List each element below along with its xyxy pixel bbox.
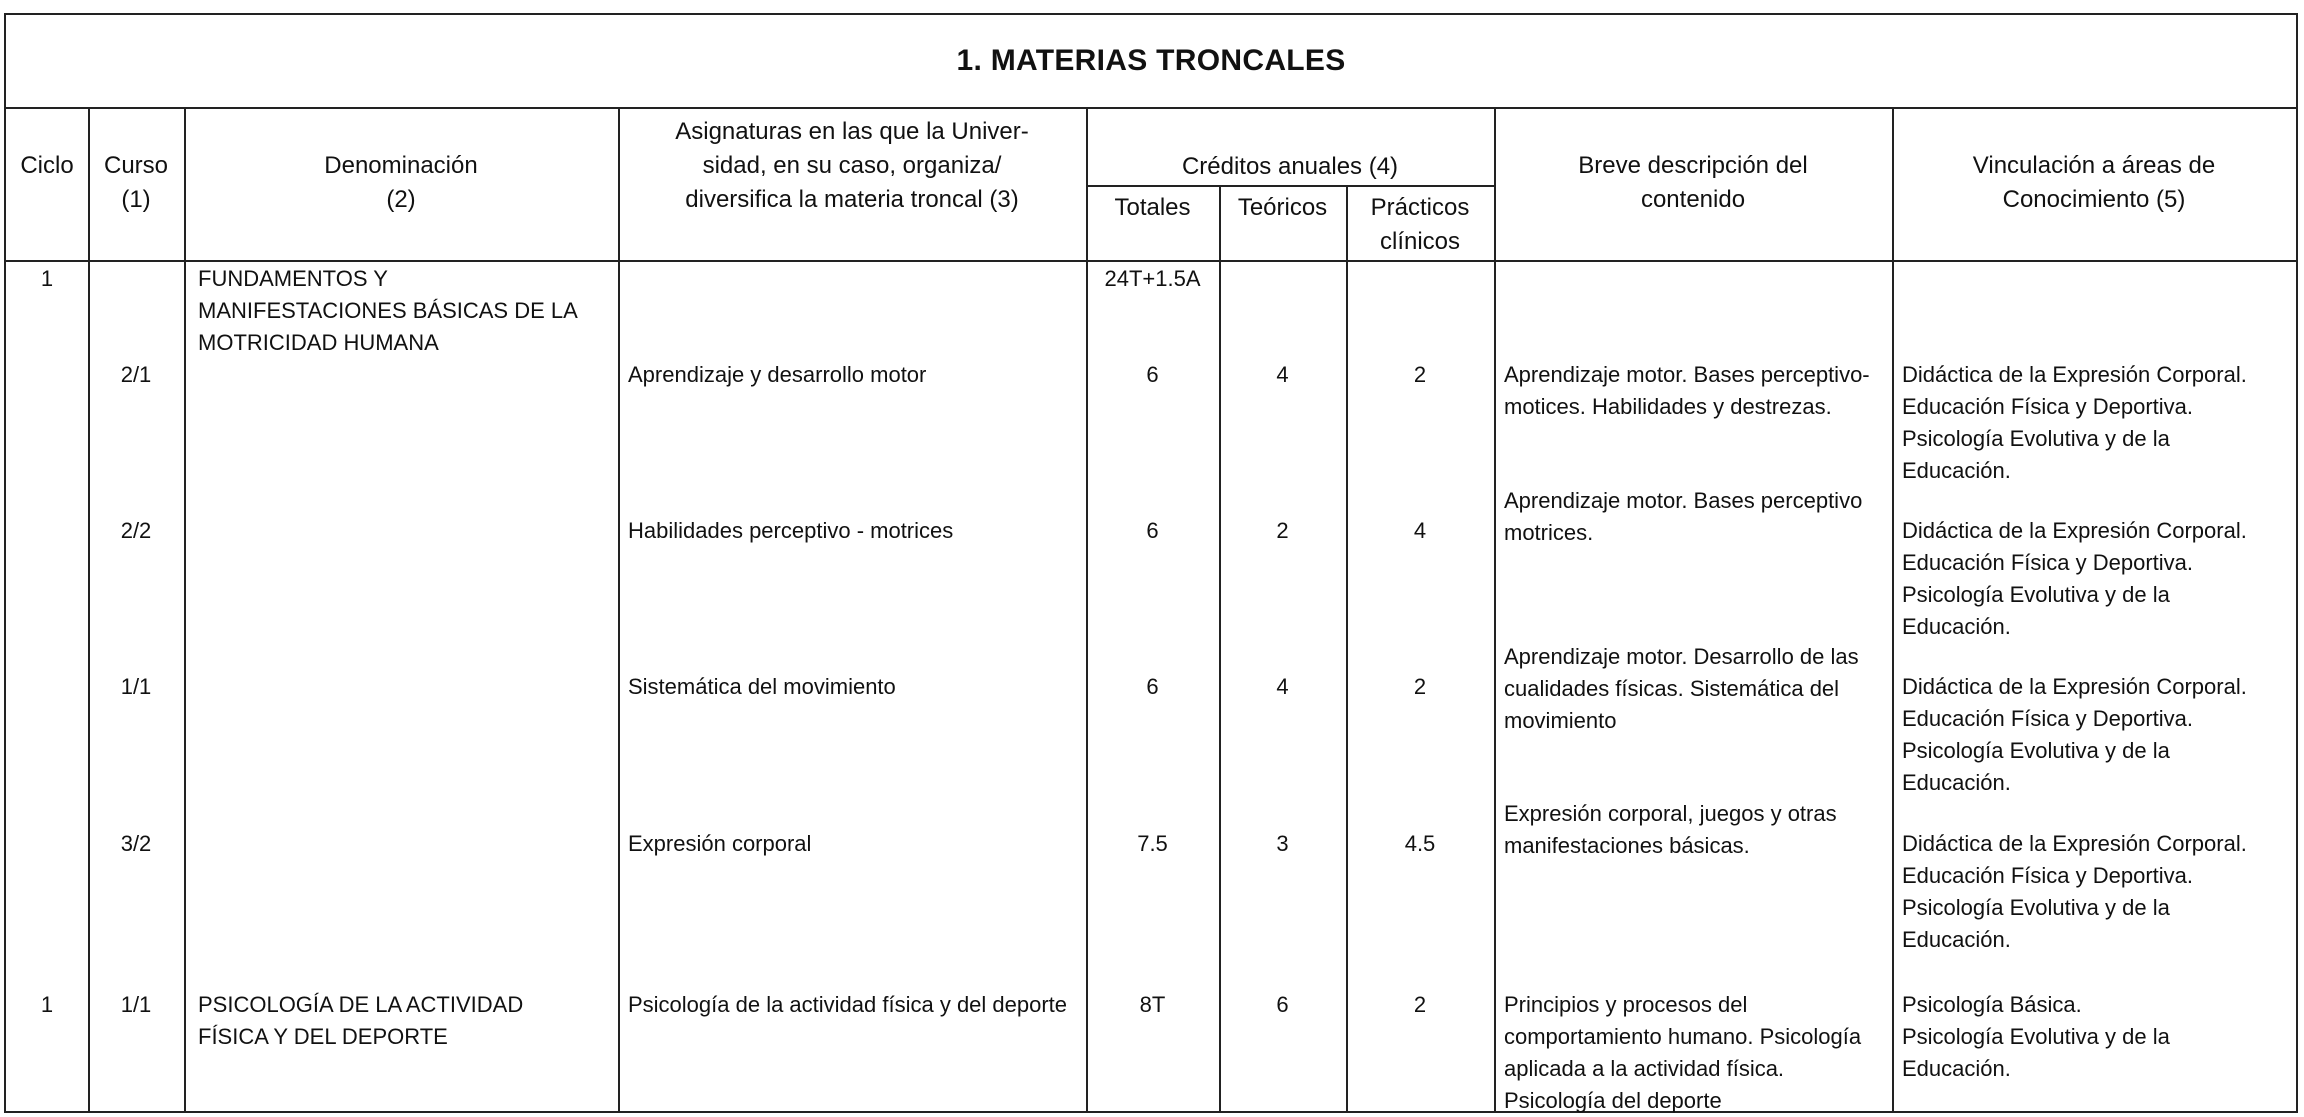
row-totales: 8T <box>1139 992 1166 1017</box>
row-curso: 2/1 <box>120 362 152 387</box>
row-practicos: 4 <box>1413 518 1427 543</box>
header-curso: Curso (1) <box>103 152 169 213</box>
row-teoricos: 6 <box>1276 992 1289 1017</box>
row-curso: 1/1 <box>120 992 152 1017</box>
row-descripcion: Aprendizaje motor. Bases perceptivo- motices. Habilidades y destrezas. <box>1504 362 1870 419</box>
row-totales: 6 <box>1146 518 1159 543</box>
header-bottom-divider <box>6 260 2296 262</box>
col-divider <box>1346 185 1348 1113</box>
col-divider <box>1892 107 1894 1113</box>
col-divider <box>618 107 620 1113</box>
row-vinculacion: Didáctica de la Expresión Corporal. Educación Física y Deportiva. Psicología Evolutiva y de la Educación. <box>1902 362 2247 483</box>
row-totales: 7.5 <box>1137 831 1168 856</box>
row-asignatura: Aprendizaje y desarrollo motor <box>628 362 927 387</box>
row-practicos: 2 <box>1413 992 1427 1017</box>
col-divider <box>1494 107 1496 1113</box>
row-curso: 1/1 <box>120 674 152 699</box>
header-teoricos: Teóricos <box>1237 194 1328 221</box>
row-teoricos: 4 <box>1276 362 1289 387</box>
row-asignatura: Sistemática del movimiento <box>628 674 896 699</box>
row-totales: 6 <box>1146 674 1159 699</box>
row-asignatura: Expresión corporal <box>628 831 812 856</box>
header-denominacion: Denominación (2) <box>324 152 478 213</box>
row-curso: 2/2 <box>120 518 152 543</box>
table-title: 1. MATERIAS TRONCALES <box>6 15 2296 109</box>
row-descripcion: Aprendizaje motor. Bases perceptivo motrices. <box>1504 488 1863 545</box>
group-ciclo: 1 <box>40 992 54 1017</box>
header-vinculacion: Vinculación a áreas de Conocimiento (5) <box>1972 152 2216 213</box>
group-ciclo: 1 <box>40 266 54 291</box>
col-divider <box>1219 185 1221 1113</box>
row-asignatura: Habilidades perceptivo - motrices <box>628 518 954 543</box>
header-ciclo: Ciclo <box>20 152 74 179</box>
row-teoricos: 4 <box>1276 674 1289 699</box>
row-curso: 3/2 <box>120 831 152 856</box>
group-denominacion: FUNDAMENTOS Y MANIFESTACIONES BÁSICAS DE LA MOTRICIDAD HUMANA <box>198 266 578 355</box>
col-divider <box>184 107 186 1113</box>
col-divider <box>88 107 90 1113</box>
header-creditos: Créditos anuales (4) <box>1181 153 1399 180</box>
header-asignaturas: Asignaturas en las que la Univer- sidad, en su caso, organiza/ diversifica la materia troncal (3) <box>675 118 1029 213</box>
row-practicos: 2 <box>1413 674 1427 699</box>
row-teoricos: 3 <box>1276 831 1289 856</box>
row-descripcion: Aprendizaje motor. Desarrollo de las cualidades físicas. Sistemática del movimiento <box>1504 644 1859 733</box>
troncales-table <box>4 13 2298 1113</box>
row-asignatura: Psicología de la actividad física y del deporte <box>628 992 1068 1017</box>
header-descripcion: Breve descripción del contenido <box>1578 152 1808 213</box>
creditos-subheader-divider <box>1086 185 1494 187</box>
row-totales: 6 <box>1146 362 1159 387</box>
row-vinculacion: Didáctica de la Expresión Corporal. Educación Física y Deportiva. Psicología Evolutiva y de la Educación. <box>1902 831 2247 952</box>
group-totales: 24T+1.5A <box>1104 266 1201 291</box>
row-descripcion: Expresión corporal, juegos y otras manifestaciones básicas. <box>1504 801 1837 858</box>
row-vinculacion: Psicología Básica. Psicología Evolutiva y de la Educación. <box>1902 992 2170 1081</box>
row-descripcion: Principios y procesos del comportamiento humano. Psicología aplicada a la actividad física. Psicología del deporte <box>1504 992 1862 1113</box>
header-totales: Totales <box>1114 194 1191 221</box>
col-divider <box>1086 107 1088 1113</box>
row-vinculacion: Didáctica de la Expresión Corporal. Educación Física y Deportiva. Psicología Evolutiva y de la Educación. <box>1902 674 2247 795</box>
row-practicos: 4.5 <box>1404 831 1436 856</box>
header-practicos: Prácticos clínicos <box>1370 194 1470 255</box>
row-teoricos: 2 <box>1276 518 1289 543</box>
group-denominacion: PSICOLOGÍA DE LA ACTIVIDAD FÍSICA Y DEL DEPORTE <box>198 992 524 1049</box>
row-practicos: 2 <box>1413 362 1427 387</box>
row-vinculacion: Didáctica de la Expresión Corporal. Educación Física y Deportiva. Psicología Evolutiva y de la Educación. <box>1902 518 2247 639</box>
